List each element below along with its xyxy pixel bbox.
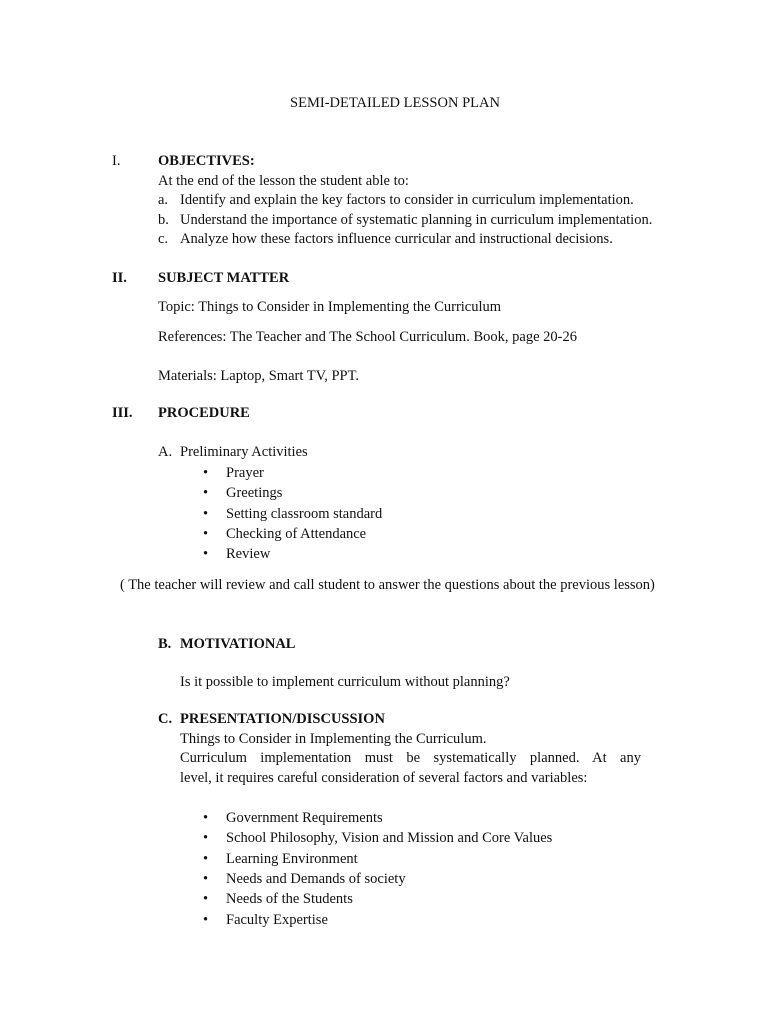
bullet-icon: • [203, 891, 209, 907]
objective-item: Understand the importance of systematic planning in curriculum implementation. [180, 212, 653, 228]
topic-line: Topic: Things to Consider in Implementing the Curriculum [158, 299, 502, 315]
list-item: Review [226, 546, 271, 562]
presentation-heading: PRESENTATION/DISCUSSION [180, 711, 385, 727]
list-item: Needs and Demands of society [226, 871, 406, 887]
procedure-numeral: III. [112, 405, 133, 421]
bullet-icon: • [203, 871, 209, 887]
bullet-icon: • [203, 526, 209, 542]
bullet-icon: • [203, 506, 209, 522]
bullet-icon: • [203, 546, 209, 562]
objective-marker: b. [158, 212, 169, 228]
subject-matter-numeral: II. [112, 270, 127, 286]
bullet-icon: • [203, 830, 209, 846]
preliminary-marker: A. [158, 444, 173, 460]
procedure-heading: PROCEDURE [158, 405, 250, 421]
bullet-icon: • [203, 851, 209, 867]
motivational-question: Is it possible to implement curriculum without planning? [180, 674, 510, 690]
list-item: Learning Environment [226, 851, 358, 867]
list-item: Government Requirements [226, 810, 383, 826]
list-item: Checking of Attendance [226, 526, 367, 542]
paragraph-line: Curriculum implementation must be systematically planned. At any [180, 750, 641, 766]
objective-item: Analyze how these factors influence curricular and instructional decisions. [180, 231, 613, 247]
objectives-intro: At the end of the lesson the student able to: [158, 173, 409, 189]
objective-marker: c. [158, 231, 169, 247]
list-item: Needs of the Students [226, 891, 353, 907]
list-item: Prayer [226, 465, 264, 481]
review-note: ( The teacher will review and call student to answer the questions about the previous lesson) [120, 577, 655, 593]
objectives-numeral: I. [112, 153, 121, 169]
paragraph-line: level, it requires careful consideration of several factors and variables: [180, 770, 588, 786]
presentation-marker: C. [158, 711, 173, 727]
presentation-subtitle: Things to Consider in Implementing the Curriculum. [180, 731, 487, 747]
document-title: SEMI-DETAILED LESSON PLAN [290, 95, 500, 111]
list-item: School Philosophy, Vision and Mission and Core Values [226, 830, 553, 846]
objective-marker: a. [158, 192, 169, 208]
bullet-icon: • [203, 810, 209, 826]
bullet-icon: • [203, 465, 209, 481]
list-item: Greetings [226, 485, 283, 501]
presentation-paragraph [180, 748, 641, 768]
references-line: References: The Teacher and The School Curriculum. Book, page 20-26 [158, 329, 577, 345]
preliminary-heading: Preliminary Activities [180, 444, 308, 460]
motivational-heading: MOTIVATIONAL [180, 636, 296, 652]
motivational-marker: B. [158, 636, 172, 652]
bullet-icon: • [203, 485, 209, 501]
subject-matter-heading: SUBJECT MATTER [158, 270, 290, 286]
bullet-icon: • [203, 912, 209, 928]
list-item: Setting classroom standard [226, 506, 383, 522]
objective-item: Identify and explain the key factors to consider in curriculum implementation. [180, 192, 634, 208]
materials-line: Materials: Laptop, Smart TV, PPT. [158, 368, 359, 384]
objectives-heading: OBJECTIVES: [158, 153, 255, 169]
list-item: Faculty Expertise [226, 912, 328, 928]
